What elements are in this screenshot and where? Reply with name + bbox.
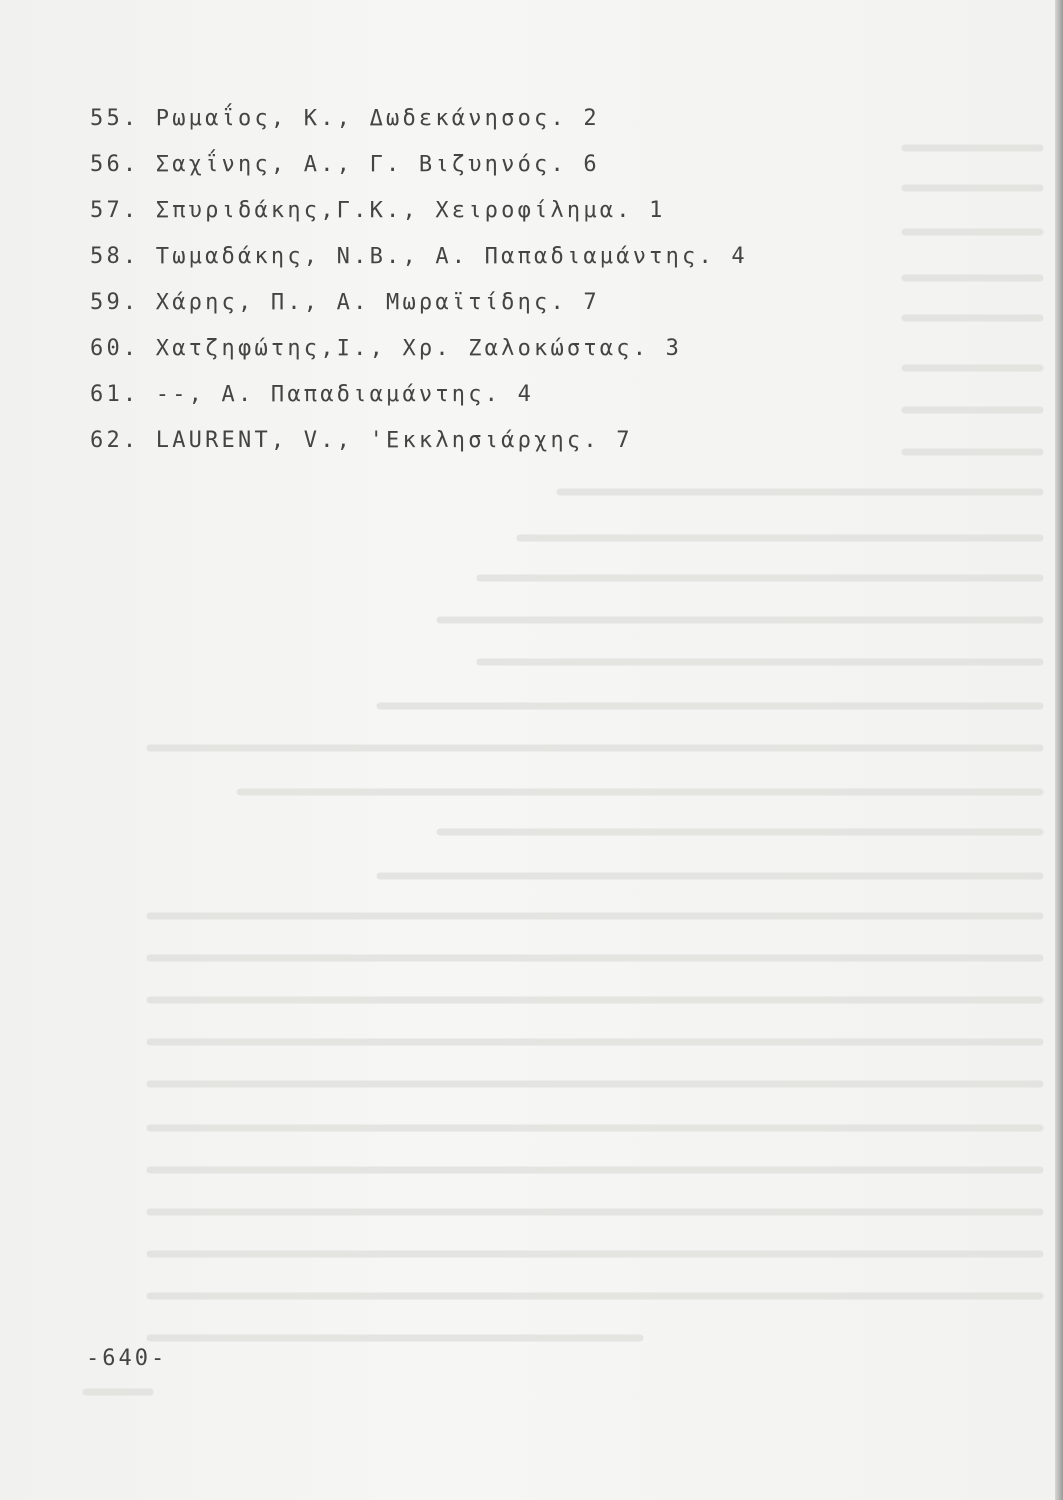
index-entry-57: 57. Σπυριδάκης,Γ.Κ., Χειροφίλημα. 1 <box>90 198 666 223</box>
index-entry-61: 61. --, Α. Παπαδιαμάντης. 4 <box>90 382 535 407</box>
index-list <box>90 96 748 464</box>
index-entry-55: 55. Ρωμαΐος, Κ., Δωδεκάνησος. 2 <box>90 106 600 131</box>
page-edge-shadow <box>1055 0 1063 1500</box>
page-number: -640- <box>86 1346 168 1371</box>
index-entry-60: 60. Χατζηφώτης,Ι., Χρ. Ζαλοκώστας. 3 <box>90 336 683 361</box>
index-entry-58: 58. Τωμαδάκης, Ν.Β., Α. Παπαδιαμάντης. 4 <box>90 244 748 269</box>
index-entry-59: 59. Χάρης, Π., Α. Μωραϊτίδης. 7 <box>90 290 600 315</box>
index-entry-62: 62. LAURENT, V., 'Εκκλησιάρχης. 7 <box>90 428 633 453</box>
index-entry-56: 56. Σαχΐνης, Α., Γ. Βιζυηνός. 6 <box>90 152 600 177</box>
